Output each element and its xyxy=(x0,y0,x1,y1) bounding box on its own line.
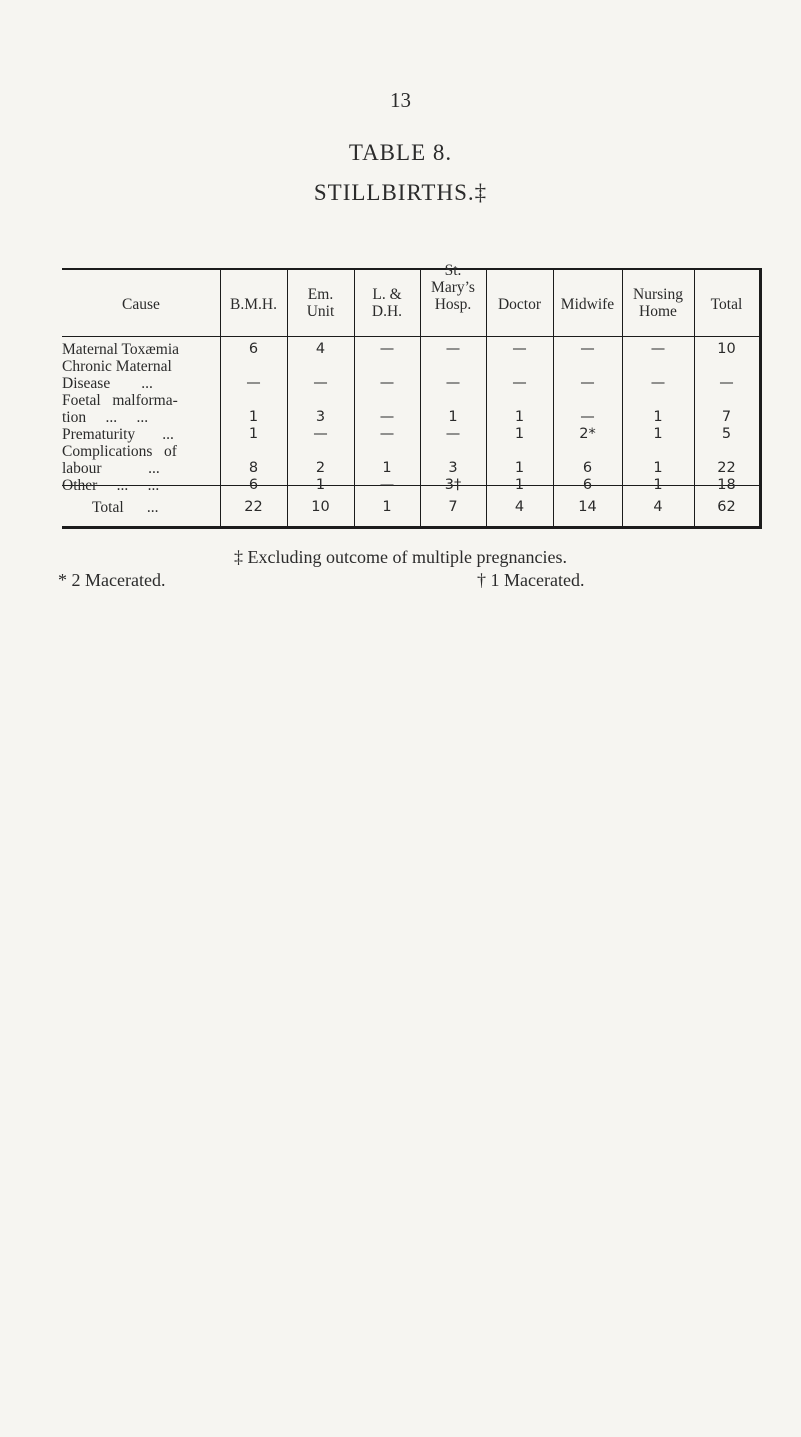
table-cell: 2 xyxy=(315,460,326,476)
table-cell: — xyxy=(580,409,595,425)
total-cell: 7 xyxy=(448,499,458,515)
cause-label: labour ... xyxy=(62,460,160,477)
table-cell: 1 xyxy=(653,426,663,442)
cause-label: Maternal Toxæmia xyxy=(62,341,180,358)
total-cell: 62 xyxy=(717,499,736,515)
table-cell: 1 xyxy=(653,460,663,476)
table-cell: 3 xyxy=(315,409,326,425)
table-cell: 22 xyxy=(717,460,736,476)
table-cell: 1 xyxy=(514,477,525,493)
table-cell: 1 xyxy=(514,409,525,425)
header-em-unit: Em. Unit xyxy=(306,286,335,320)
table-cell: 1 xyxy=(514,460,525,476)
page-number: 13 xyxy=(390,88,411,112)
table-cell: 1 xyxy=(248,409,259,425)
table-cell: — xyxy=(379,341,395,357)
table-cell: 5 xyxy=(721,426,732,442)
table-cell: 7 xyxy=(721,409,732,425)
header-st-marys: St. Mary’s Hosp. xyxy=(431,262,475,313)
table-cell: 1 xyxy=(315,477,326,493)
table-cell: 1 xyxy=(382,460,392,476)
table-cell: 6 xyxy=(582,460,593,476)
total-cell: 10 xyxy=(311,499,330,515)
table-cell: — xyxy=(445,375,461,391)
cause-label: Complications of xyxy=(62,443,177,460)
table-cell: — xyxy=(246,375,261,391)
table-cell: — xyxy=(512,375,527,391)
table-cell: — xyxy=(580,375,595,391)
total-label: Total ... xyxy=(92,499,159,516)
table-cell: — xyxy=(445,341,461,357)
table-cell: 2* xyxy=(579,426,596,442)
table-cell: — xyxy=(445,426,461,442)
table-cell: 3† xyxy=(444,477,462,493)
table-subtitle: STILLBIRTHS.‡ xyxy=(313,180,488,205)
table-cell: — xyxy=(719,375,734,391)
table-cell: — xyxy=(313,426,328,442)
table-cell: 18 xyxy=(717,477,736,493)
stillbirths-table xyxy=(62,262,762,529)
table-cell: 10 xyxy=(717,341,736,357)
table-cell: 1 xyxy=(448,409,458,425)
table-cell: 1 xyxy=(653,409,663,425)
total-cell: 14 xyxy=(578,499,597,515)
cause-label: Other ... ... xyxy=(62,477,160,494)
table-cell: — xyxy=(650,341,666,357)
table-cell: — xyxy=(580,341,595,357)
header-doctor: Doctor xyxy=(497,296,542,313)
table-cell: 3 xyxy=(448,460,458,476)
table-cell: — xyxy=(379,375,395,391)
table-title: TABLE 8. xyxy=(348,140,453,165)
total-cell: 4 xyxy=(514,499,525,515)
total-cell: 22 xyxy=(244,499,263,515)
footnote-dagger: † 1 Macerated. xyxy=(477,570,585,590)
table-cell: 1 xyxy=(653,477,663,493)
cause-label: Disease ... xyxy=(62,375,153,392)
header-ld: L. & D.H. xyxy=(371,286,403,320)
table-cell: — xyxy=(379,477,395,493)
cause-label: Foetal malforma- xyxy=(62,392,178,409)
cause-label: Chronic Maternal xyxy=(62,358,172,375)
table-cell: 6 xyxy=(248,477,259,493)
table-cell: 6 xyxy=(248,341,259,357)
footnote-star: * 2 Macerated. xyxy=(58,570,166,590)
cause-label: tion ... ... xyxy=(62,409,149,426)
table-cell: — xyxy=(313,375,328,391)
total-cell: 1 xyxy=(382,499,392,515)
table-cell: 4 xyxy=(315,341,326,357)
table-cell: — xyxy=(379,409,395,425)
table-cell: 8 xyxy=(248,460,259,476)
header-cause: Cause xyxy=(122,296,160,313)
header-midwife: Midwife xyxy=(560,296,615,313)
table-cell: — xyxy=(379,426,395,442)
table-cell: 6 xyxy=(582,477,593,493)
table-cell: 1 xyxy=(514,426,525,442)
table-cell: — xyxy=(650,375,666,391)
footnote-excluding: ‡ Excluding outcome of multiple pregnancies. xyxy=(234,547,567,567)
header-bmh: B.M.H. xyxy=(230,296,277,313)
total-cell: 4 xyxy=(653,499,663,515)
header-total: Total xyxy=(710,296,743,313)
header-nursing-home: Nursing Home xyxy=(633,286,683,320)
table-cell: 1 xyxy=(248,426,259,442)
cause-label: Prematurity ... xyxy=(62,426,174,443)
table-cell: — xyxy=(512,341,527,357)
